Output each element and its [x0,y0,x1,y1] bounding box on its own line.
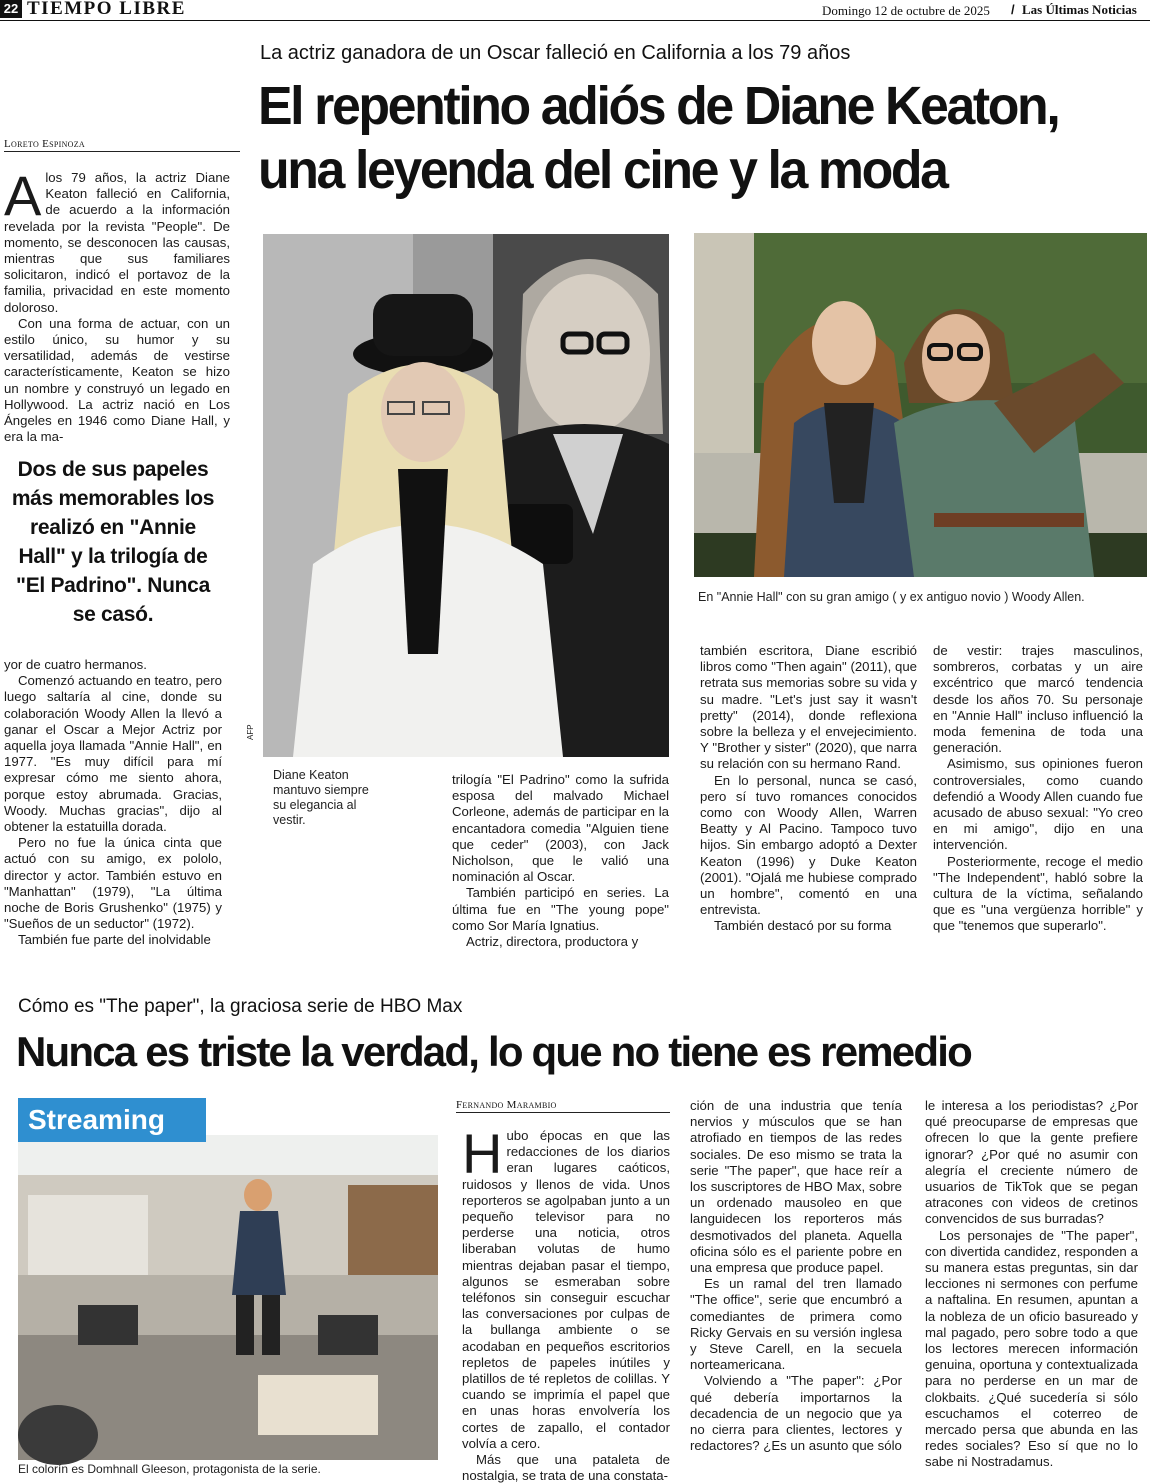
article1-paragraph: También destacó por su forma [714,918,892,934]
article1-col1-top [4,164,230,445]
header-separator: / [1011,2,1015,17]
article2-paragraph: ción de una industria que tenía nervios y músculos que se han atrofiado en tiempos de las redes sociales. De eso mismo se trata la serie "The paper", que hace reír a los suscriptores de HBO Max, sobre un ordenado mausoleo en que languidecen los reporteros más desmotivados del planeta. Aquella oficina sólo es el pariente pobre en una empresa que produce papel. [690,1098,902,1276]
article1-paragraph: Con una forma de actuar, con un estilo único, su humor y su versatilidad, además de vestirse característicamente, Keaton se hizo un nombre y construyó un legado en Hollywood. La actriz nació en Los Ángeles en 1946 como Diane Hall, y era la ma- [4,315,230,445]
article2-col2 [690,1098,902,1454]
article1-col3 [700,643,917,935]
the-paper-photo [18,1104,438,1460]
article2-byline: Fernando Marambio [456,1099,670,1113]
diane-keaton-photo [263,234,669,757]
diane-keaton-photo-art [263,234,669,757]
annie-hall-photo [694,233,1147,577]
page-header [0,0,1150,21]
article2-paragraph: Es un ramal del tren llamado "The office", serie que encumbró a comediantes de primera como Ricky Gervais en su versión inglesa y Steve Carell, en la secuela norteamericana. [690,1276,902,1373]
article1-col4 [933,643,1143,935]
the-paper-photo-caption: El colorín es Domhnall Gleeson, protagonista de la serie. [18,1462,321,1476]
article1-paragraph: Pero no fue la única cinta que actuó con su amigo, ex pololo, director y actor. También estuvo en "Manhattan" (1979), "La última noche de Boris Grushenko" (1975) y "Sueños de un seductor" (1972). [4,835,222,932]
article1-col1-bottom [4,657,222,949]
photo1-caption: Diane Keaton mantuvo siempre su elegancia al vestir. [273,768,369,827]
photo1-credit: AFP [246,724,255,740]
article1-paragraph: Posteriormente, recoge el medio "The Independent", habló sobre la cultura de la víctima, señalando que es "una vergüenza horrible" y que "tenemos que superarlo". [933,853,1143,934]
article1-kicker: La actriz ganadora de un Oscar falleció en California a los 79 años [260,42,851,64]
article2-paragraph: Más que una pataleta de nostalgia, se trata de una constata- [462,1452,670,1484]
article1-paragraph: En lo personal, nunca se casó, pero sí tuvo romances conocidos como con Woody Allen, Warren Beatty y Al Pacino. Tampoco tuvo hijos. Sin embargo adoptó a Dexter Keaton (1996) y Duke Keaton (2001). "Ojalá me hubiese comprado un hombre", comentó en una entrevista. [700,772,917,918]
article1-paragraph: también escritora, Diane escribió libros como "Then again" (2011), que retrata sus memorias sobre su vida y su madre. "Let's just say it wasn't pretty" (2014), donde reflexiona sobre la belleza y el envejecimiento. Y "Brother y sister" (2020), que narra su relación con su hermano Rand. [700,643,917,772]
page-number: 22 [0,0,22,18]
article1-headline-line1: El repentino adiós de Diane Keaton, [258,76,1059,136]
pull-quote: Dos de sus papeles más memorables los realizó en "Annie Hall" y la trilogía de "El Padrino". Nunca se casó. [11,458,215,626]
article1-byline: Loreto Espinoza [4,138,240,152]
article2-paragraph: ubo épocas en que las redacciones de los diarios eran lugares caóticos, ruidosos y llenos de vida. Unos reporteros se agolpaban junto a un pequeño televisor para no perderse una noticia, otros liberaban volutas de humo mientras dejaban pasar el tiempo, algunos se esmeraban sobre teléfonos sin conseguir escuchar las conversaciones por culpas de la bullanga ambiente o se acodaban en pequeños escritorios repletos de papeles inútiles y platillos de té repletos de colillas. Y cuando se imprimía el papel que en unas horas envolvería los cortes de zapallo, el contador volvía a cero. [462,1128,670,1451]
article2-col3 [925,1098,1138,1471]
issue-date: Domingo 12 de octubre de 2025 [822,3,990,18]
article2-headline: Nunca es triste la verdad, lo que no tiene es remedio [16,1028,971,1075]
streaming-badge: Streaming [18,1098,206,1142]
article2-kicker: Cómo es "The paper", la graciosa serie de HBO Max [18,996,463,1017]
article1-col2 [452,772,669,950]
section-title: TIEMPO LIBRE [27,0,186,19]
annie-hall-photo-art [694,233,1147,577]
article1-paragraph: yor de cuatro hermanos. [4,657,147,672]
article2-paragraph: Volviendo a "The paper": ¿Por qué debería importarnos la decadencia de un negocio que ya no cierra para clientes, lectores y redactores? ¿Es un asunto que sólo [690,1373,902,1454]
article1-paragraph: También participó en series. La última fue en "The young pope" como Sor María Ignatius. [452,885,669,933]
article1-dropcap: A [4,164,42,227]
article2-col1 [462,1122,670,1484]
article1-paragraph: Comenzó actuando en teatro, pero luego saltaría al cine, donde su colaboración Woody Allen la llevó a ganar el Oscar a Mejor Actriz por aquella joya llamada "Annie Hall", en 1977. "Es muy difícil para mí expresar cómo me siento ahora, porque estoy abrumada. Gracias, Woody. Muchas gracias", dijo al obtener la estatuilla dorada. [4,673,222,835]
photo2-caption: En "Annie Hall" con su gran amigo ( y ex antiguo novio ) Woody Allen. [698,590,1085,604]
article1-paragraph: de vestir: trajes masculinos, sombreros, corbatas y un aire excéntrico que marcó tendencia desde los años 70. Su personaje en "Annie Hall" incluso influenció la moda femenina de toda una generación. [933,643,1143,756]
article1-paragraph: trilogía "El Padrino" como la sufrida esposa del malvado Michael Corleone, además de participar en la encantadora comedia "Alguien tiene que ceder" (2003), con Jack Nicholson, que le valió una nominación al Oscar. [452,772,669,885]
article2-paragraph: le interesa a los periodistas? ¿Por qué preocuparse de empresas que ofrecen lo que la gente prefiere ignorar? ¿Por qué no asumir con alegría el creciente número de usuarios de TikTok que se pegan atracones con videos de cretinos convencidos de sus burradas? [925,1098,1138,1227]
article1-paragraph: Asimismo, sus opiniones fueron controversiales, como cuando defendió a Woody Allen cuando fue acusado de abuso sexual: "Yo creo en mi amigo", dijo en una intervención. [933,756,1143,853]
article2-dropcap: H [462,1122,503,1185]
article1-paragraph: los 79 años, la actriz Diane Keaton falleció en California, de acuerdo a la información revelada por la revista "People". De momento, se desconocen las causas, mientras que sus familiares solicitaron, indicó el portavoz de la familia, privacidad en este momento doloroso. [4,170,230,315]
article1-headline [258,74,1112,202]
article1-headline-line2: una leyenda del cine y la moda [258,140,947,200]
article1-paragraph: También fue parte del inolvidable [18,932,211,948]
paper-name: Las Últimas Noticias [1022,2,1137,17]
the-paper-photo-art [18,1135,438,1460]
article1-paragraph: Actriz, directora, productora y [466,934,639,950]
article2-paragraph: Los personajes de "The paper", con divertida candidez, responden a su manera estas preguntas, sin dar lecciones ni sermones con perfume a naftalina. En resumen, apuntan a la nobleza de un oficio basureado y mal pagado, pero sobre todo a que los lectores merecen información genuina, oportuna y contextualizada para no perderse en un mar de clokbaits. ¿Qué sucedería si sólo escuchamos el coterreo de mercado persa que abunda en las redes sociales? Eso sí que no lo sabe ni Nostradamus. [925,1227,1138,1470]
